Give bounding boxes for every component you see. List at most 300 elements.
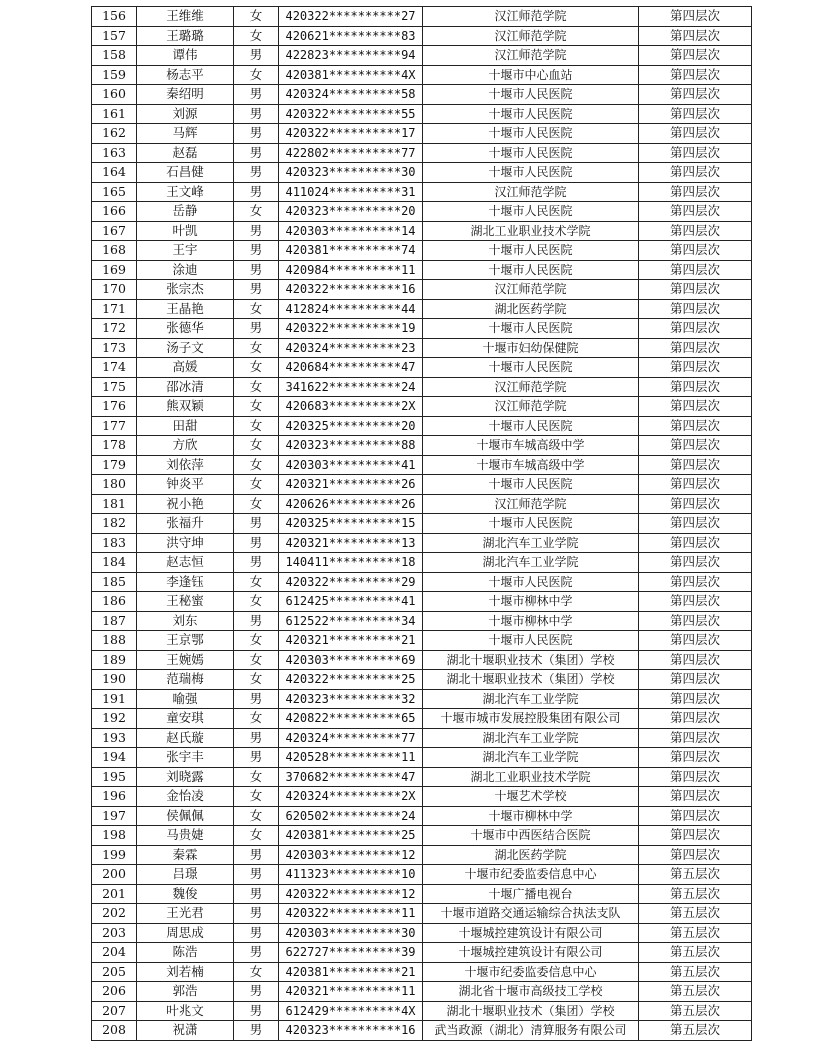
level-cell: 第四层次	[639, 806, 752, 826]
name-cell: 叶兆文	[137, 1001, 234, 1021]
level-cell: 第四层次	[639, 280, 752, 300]
name-cell: 周思成	[137, 923, 234, 943]
name-cell: 汤子文	[137, 338, 234, 358]
row-number: 204	[92, 943, 137, 963]
level-cell: 第四层次	[639, 592, 752, 612]
name-cell: 王维维	[137, 7, 234, 27]
gender-cell: 女	[234, 416, 279, 436]
id-number-cell: 420528**********11	[279, 748, 423, 768]
name-cell: 涂迪	[137, 260, 234, 280]
table-row	[92, 241, 752, 261]
row-number: 170	[92, 280, 137, 300]
table-row	[92, 202, 752, 222]
name-cell: 熊双颖	[137, 397, 234, 417]
id-number-cell: 420381**********25	[279, 826, 423, 846]
name-cell: 童安琪	[137, 709, 234, 729]
gender-cell: 男	[234, 1021, 279, 1041]
gender-cell: 男	[234, 943, 279, 963]
unit-cell: 十堰市人民医院	[423, 163, 639, 183]
level-cell: 第四层次	[639, 709, 752, 729]
name-cell: 刘依萍	[137, 455, 234, 475]
unit-cell: 十堰市道路交通运输综合执法支队	[423, 904, 639, 924]
gender-cell: 女	[234, 202, 279, 222]
level-cell: 第四层次	[639, 143, 752, 163]
level-cell: 第四层次	[639, 553, 752, 573]
gender-cell: 女	[234, 592, 279, 612]
gender-cell: 女	[234, 826, 279, 846]
id-number-cell: 420322**********55	[279, 104, 423, 124]
table-row	[92, 280, 752, 300]
gender-cell: 男	[234, 865, 279, 885]
level-cell: 第五层次	[639, 982, 752, 1002]
level-cell: 第四层次	[639, 202, 752, 222]
row-number: 164	[92, 163, 137, 183]
id-number-cell: 420324**********2X	[279, 787, 423, 807]
gender-cell: 女	[234, 358, 279, 378]
unit-cell: 汉江师范学院	[423, 46, 639, 66]
gender-cell: 女	[234, 397, 279, 417]
unit-cell: 十堰市人民医院	[423, 124, 639, 144]
unit-cell: 湖北汽车工业学院	[423, 553, 639, 573]
table-row	[92, 728, 752, 748]
table-row	[92, 709, 752, 729]
row-number: 174	[92, 358, 137, 378]
unit-cell: 湖北医药学院	[423, 299, 639, 319]
id-number-cell: 420322**********16	[279, 280, 423, 300]
row-number: 200	[92, 865, 137, 885]
table-row	[92, 358, 752, 378]
unit-cell: 汉江师范学院	[423, 377, 639, 397]
unit-cell: 十堰市中心血站	[423, 65, 639, 85]
level-cell: 第四层次	[639, 689, 752, 709]
id-number-cell: 420325**********20	[279, 416, 423, 436]
id-number-cell: 420322**********12	[279, 884, 423, 904]
row-number: 157	[92, 26, 137, 46]
name-cell: 马辉	[137, 124, 234, 144]
gender-cell: 男	[234, 85, 279, 105]
unit-cell: 汉江师范学院	[423, 494, 639, 514]
level-cell: 第四层次	[639, 397, 752, 417]
table-row	[92, 826, 752, 846]
row-number: 193	[92, 728, 137, 748]
row-number: 177	[92, 416, 137, 436]
gender-cell: 男	[234, 319, 279, 339]
row-number: 181	[92, 494, 137, 514]
name-cell: 陈浩	[137, 943, 234, 963]
gender-cell: 男	[234, 748, 279, 768]
table-row	[92, 377, 752, 397]
table-row	[92, 650, 752, 670]
gender-cell: 男	[234, 182, 279, 202]
table-row	[92, 748, 752, 768]
name-cell: 刘若楠	[137, 962, 234, 982]
level-cell: 第四层次	[639, 358, 752, 378]
table-row	[92, 611, 752, 631]
unit-cell: 十堰市人民医院	[423, 260, 639, 280]
table-row	[92, 845, 752, 865]
row-number: 167	[92, 221, 137, 241]
row-number: 194	[92, 748, 137, 768]
unit-cell: 湖北汽车工业学院	[423, 533, 639, 553]
gender-cell: 男	[234, 689, 279, 709]
gender-cell: 女	[234, 65, 279, 85]
name-cell: 马贵婕	[137, 826, 234, 846]
id-number-cell: 420822**********65	[279, 709, 423, 729]
id-number-cell: 420303**********14	[279, 221, 423, 241]
row-number: 186	[92, 592, 137, 612]
unit-cell: 汉江师范学院	[423, 397, 639, 417]
level-cell: 第五层次	[639, 943, 752, 963]
gender-cell: 男	[234, 280, 279, 300]
gender-cell: 女	[234, 787, 279, 807]
gender-cell: 女	[234, 377, 279, 397]
table-body	[92, 7, 752, 1041]
level-cell: 第五层次	[639, 865, 752, 885]
gender-cell: 男	[234, 923, 279, 943]
table-row	[92, 962, 752, 982]
name-cell: 钟炎平	[137, 475, 234, 495]
row-number: 199	[92, 845, 137, 865]
id-number-cell: 420324**********23	[279, 338, 423, 358]
id-number-cell: 420683**********2X	[279, 397, 423, 417]
table-row	[92, 260, 752, 280]
unit-cell: 十堰市人民医院	[423, 143, 639, 163]
id-number-cell: 422823**********94	[279, 46, 423, 66]
name-cell: 王京鄂	[137, 631, 234, 651]
row-number: 172	[92, 319, 137, 339]
row-number: 184	[92, 553, 137, 573]
unit-cell: 汉江师范学院	[423, 7, 639, 27]
table-row	[92, 416, 752, 436]
level-cell: 第五层次	[639, 904, 752, 924]
row-number: 165	[92, 182, 137, 202]
id-number-cell: 411024**********31	[279, 182, 423, 202]
gender-cell: 男	[234, 611, 279, 631]
table-row	[92, 670, 752, 690]
row-number: 205	[92, 962, 137, 982]
name-cell: 张宗杰	[137, 280, 234, 300]
row-number: 158	[92, 46, 137, 66]
id-number-cell: 420303**********30	[279, 923, 423, 943]
unit-cell: 十堰市人民医院	[423, 416, 639, 436]
unit-cell: 湖北省十堰市高级技工学校	[423, 982, 639, 1002]
name-cell: 王婉嫣	[137, 650, 234, 670]
id-number-cell: 412824**********44	[279, 299, 423, 319]
row-number: 196	[92, 787, 137, 807]
level-cell: 第四层次	[639, 124, 752, 144]
level-cell: 第五层次	[639, 923, 752, 943]
gender-cell: 男	[234, 46, 279, 66]
name-cell: 刘晓露	[137, 767, 234, 787]
unit-cell: 十堰市柳林中学	[423, 592, 639, 612]
level-cell: 第四层次	[639, 7, 752, 27]
level-cell: 第五层次	[639, 1001, 752, 1021]
id-number-cell: 420325**********15	[279, 514, 423, 534]
id-number-cell: 420323**********16	[279, 1021, 423, 1041]
row-number: 188	[92, 631, 137, 651]
table-row	[92, 592, 752, 612]
row-number: 175	[92, 377, 137, 397]
row-number: 173	[92, 338, 137, 358]
id-number-cell: 420322**********25	[279, 670, 423, 690]
name-cell: 赵氏璇	[137, 728, 234, 748]
id-number-cell: 612425**********41	[279, 592, 423, 612]
unit-cell: 十堰市城市发展控股集团有限公司	[423, 709, 639, 729]
name-cell: 石昌健	[137, 163, 234, 183]
name-cell: 秦绍明	[137, 85, 234, 105]
unit-cell: 十堰市人民医院	[423, 104, 639, 124]
table-row	[92, 26, 752, 46]
level-cell: 第四层次	[639, 826, 752, 846]
id-number-cell: 420621**********83	[279, 26, 423, 46]
table-row	[92, 182, 752, 202]
table-row	[92, 338, 752, 358]
table-row	[92, 923, 752, 943]
id-number-cell: 420303**********69	[279, 650, 423, 670]
row-number: 159	[92, 65, 137, 85]
name-cell: 张宇丰	[137, 748, 234, 768]
table-row	[92, 65, 752, 85]
id-number-cell: 420303**********41	[279, 455, 423, 475]
id-number-cell: 420321**********13	[279, 533, 423, 553]
id-number-cell: 420381**********4X	[279, 65, 423, 85]
table-row	[92, 143, 752, 163]
level-cell: 第四层次	[639, 377, 752, 397]
unit-cell: 湖北医药学院	[423, 845, 639, 865]
name-cell: 王秘蜜	[137, 592, 234, 612]
unit-cell: 十堰市车城高级中学	[423, 436, 639, 456]
table-row	[92, 533, 752, 553]
row-number: 166	[92, 202, 137, 222]
name-cell: 高媛	[137, 358, 234, 378]
unit-cell: 十堰市人民医院	[423, 631, 639, 651]
gender-cell: 男	[234, 221, 279, 241]
id-number-cell: 341622**********24	[279, 377, 423, 397]
gender-cell: 女	[234, 631, 279, 651]
row-number: 206	[92, 982, 137, 1002]
unit-cell: 十堰市人民医院	[423, 572, 639, 592]
name-cell: 喻强	[137, 689, 234, 709]
level-cell: 第四层次	[639, 572, 752, 592]
unit-cell: 汉江师范学院	[423, 26, 639, 46]
row-number: 160	[92, 85, 137, 105]
name-cell: 刘东	[137, 611, 234, 631]
name-cell: 王晶艳	[137, 299, 234, 319]
id-number-cell: 420323**********30	[279, 163, 423, 183]
table-row	[92, 631, 752, 651]
id-number-cell: 420684**********47	[279, 358, 423, 378]
name-cell: 侯佩佩	[137, 806, 234, 826]
table-row	[92, 455, 752, 475]
name-cell: 刘源	[137, 104, 234, 124]
name-cell: 祝小艳	[137, 494, 234, 514]
level-cell: 第四层次	[639, 221, 752, 241]
unit-cell: 湖北工业职业技术学院	[423, 767, 639, 787]
unit-cell: 湖北十堰职业技术（集团）学校	[423, 1001, 639, 1021]
level-cell: 第四层次	[639, 260, 752, 280]
id-number-cell: 420321**********11	[279, 982, 423, 1002]
unit-cell: 十堰市纪委监委信息中心	[423, 962, 639, 982]
table-row	[92, 553, 752, 573]
row-number: 178	[92, 436, 137, 456]
table-row	[92, 319, 752, 339]
level-cell: 第四层次	[639, 299, 752, 319]
name-cell: 赵志恒	[137, 553, 234, 573]
gender-cell: 男	[234, 982, 279, 1002]
gender-cell: 男	[234, 514, 279, 534]
id-number-cell: 420322**********27	[279, 7, 423, 27]
table-row	[92, 299, 752, 319]
gender-cell: 男	[234, 728, 279, 748]
level-cell: 第四层次	[639, 85, 752, 105]
level-cell: 第四层次	[639, 533, 752, 553]
unit-cell: 武当政源（湖北）清算服务有限公司	[423, 1021, 639, 1041]
unit-cell: 十堰艺术学校	[423, 787, 639, 807]
unit-cell: 十堰市柳林中学	[423, 806, 639, 826]
table-row	[92, 221, 752, 241]
name-cell: 谭伟	[137, 46, 234, 66]
row-number: 182	[92, 514, 137, 534]
row-number: 180	[92, 475, 137, 495]
unit-cell: 湖北汽车工业学院	[423, 748, 639, 768]
gender-cell: 男	[234, 163, 279, 183]
level-cell: 第四层次	[639, 319, 752, 339]
unit-cell: 十堰市人民医院	[423, 85, 639, 105]
gender-cell: 女	[234, 436, 279, 456]
table-row	[92, 943, 752, 963]
unit-cell: 十堰城控建筑设计有限公司	[423, 923, 639, 943]
unit-cell: 十堰市中西医结合医院	[423, 826, 639, 846]
unit-cell: 十堰市柳林中学	[423, 611, 639, 631]
id-number-cell: 420303**********12	[279, 845, 423, 865]
gender-cell: 女	[234, 767, 279, 787]
gender-cell: 男	[234, 884, 279, 904]
table-row	[92, 865, 752, 885]
id-number-cell: 612429**********4X	[279, 1001, 423, 1021]
row-number: 189	[92, 650, 137, 670]
unit-cell: 汉江师范学院	[423, 182, 639, 202]
name-cell: 张德华	[137, 319, 234, 339]
id-number-cell: 420321**********26	[279, 475, 423, 495]
table-row	[92, 787, 752, 807]
id-number-cell: 411323**********10	[279, 865, 423, 885]
table-row	[92, 475, 752, 495]
row-number: 203	[92, 923, 137, 943]
level-cell: 第四层次	[639, 728, 752, 748]
table-row	[92, 884, 752, 904]
unit-cell: 湖北工业职业技术学院	[423, 221, 639, 241]
name-cell: 祝潇	[137, 1021, 234, 1041]
name-cell: 吕璟	[137, 865, 234, 885]
row-number: 197	[92, 806, 137, 826]
table-row	[92, 85, 752, 105]
id-number-cell: 622727**********39	[279, 943, 423, 963]
unit-cell: 十堰市纪委监委信息中心	[423, 865, 639, 885]
name-cell: 金怡凌	[137, 787, 234, 807]
unit-cell: 十堰市人民医院	[423, 319, 639, 339]
level-cell: 第四层次	[639, 748, 752, 768]
gender-cell: 女	[234, 670, 279, 690]
row-number: 168	[92, 241, 137, 261]
row-number: 191	[92, 689, 137, 709]
gender-cell: 男	[234, 1001, 279, 1021]
row-number: 208	[92, 1021, 137, 1041]
unit-cell: 十堰市人民医院	[423, 475, 639, 495]
unit-cell: 十堰市人民医院	[423, 514, 639, 534]
unit-cell: 湖北汽车工业学院	[423, 689, 639, 709]
level-cell: 第四层次	[639, 475, 752, 495]
level-cell: 第四层次	[639, 416, 752, 436]
table-row	[92, 514, 752, 534]
gender-cell: 女	[234, 299, 279, 319]
row-number: 192	[92, 709, 137, 729]
table-row	[92, 104, 752, 124]
id-number-cell: 420323**********32	[279, 689, 423, 709]
gender-cell: 男	[234, 904, 279, 924]
level-cell: 第五层次	[639, 962, 752, 982]
row-number: 185	[92, 572, 137, 592]
unit-cell: 十堰市妇幼保健院	[423, 338, 639, 358]
gender-cell: 女	[234, 475, 279, 495]
level-cell: 第四层次	[639, 845, 752, 865]
unit-cell: 十堰市车城高级中学	[423, 455, 639, 475]
gender-cell: 女	[234, 806, 279, 826]
level-cell: 第四层次	[639, 787, 752, 807]
id-number-cell: 420381**********21	[279, 962, 423, 982]
name-cell: 赵磊	[137, 143, 234, 163]
name-cell: 邵冰清	[137, 377, 234, 397]
unit-cell: 十堰市人民医院	[423, 358, 639, 378]
level-cell: 第四层次	[639, 182, 752, 202]
name-cell: 李逢钰	[137, 572, 234, 592]
row-number: 187	[92, 611, 137, 631]
id-number-cell: 140411**********18	[279, 553, 423, 573]
table-row	[92, 904, 752, 924]
row-number: 207	[92, 1001, 137, 1021]
gender-cell: 女	[234, 650, 279, 670]
name-cell: 魏俊	[137, 884, 234, 904]
table-row	[92, 46, 752, 66]
row-number: 190	[92, 670, 137, 690]
level-cell: 第四层次	[639, 514, 752, 534]
name-cell: 方欣	[137, 436, 234, 456]
unit-cell: 十堰市人民医院	[423, 202, 639, 222]
name-cell: 王文峰	[137, 182, 234, 202]
table-row	[92, 806, 752, 826]
id-number-cell: 422802**********77	[279, 143, 423, 163]
row-number: 171	[92, 299, 137, 319]
row-number: 183	[92, 533, 137, 553]
table-row	[92, 1001, 752, 1021]
unit-cell: 湖北十堰职业技术（集团）学校	[423, 650, 639, 670]
personnel-table	[91, 6, 752, 1041]
name-cell: 王宇	[137, 241, 234, 261]
id-number-cell: 420324**********77	[279, 728, 423, 748]
gender-cell: 女	[234, 494, 279, 514]
id-number-cell: 370682**********47	[279, 767, 423, 787]
name-cell: 秦霖	[137, 845, 234, 865]
level-cell: 第四层次	[639, 46, 752, 66]
level-cell: 第四层次	[639, 26, 752, 46]
level-cell: 第四层次	[639, 650, 752, 670]
table-row	[92, 163, 752, 183]
row-number: 201	[92, 884, 137, 904]
row-number: 202	[92, 904, 137, 924]
id-number-cell: 420984**********11	[279, 260, 423, 280]
gender-cell: 男	[234, 533, 279, 553]
name-cell: 王光君	[137, 904, 234, 924]
name-cell: 田甜	[137, 416, 234, 436]
